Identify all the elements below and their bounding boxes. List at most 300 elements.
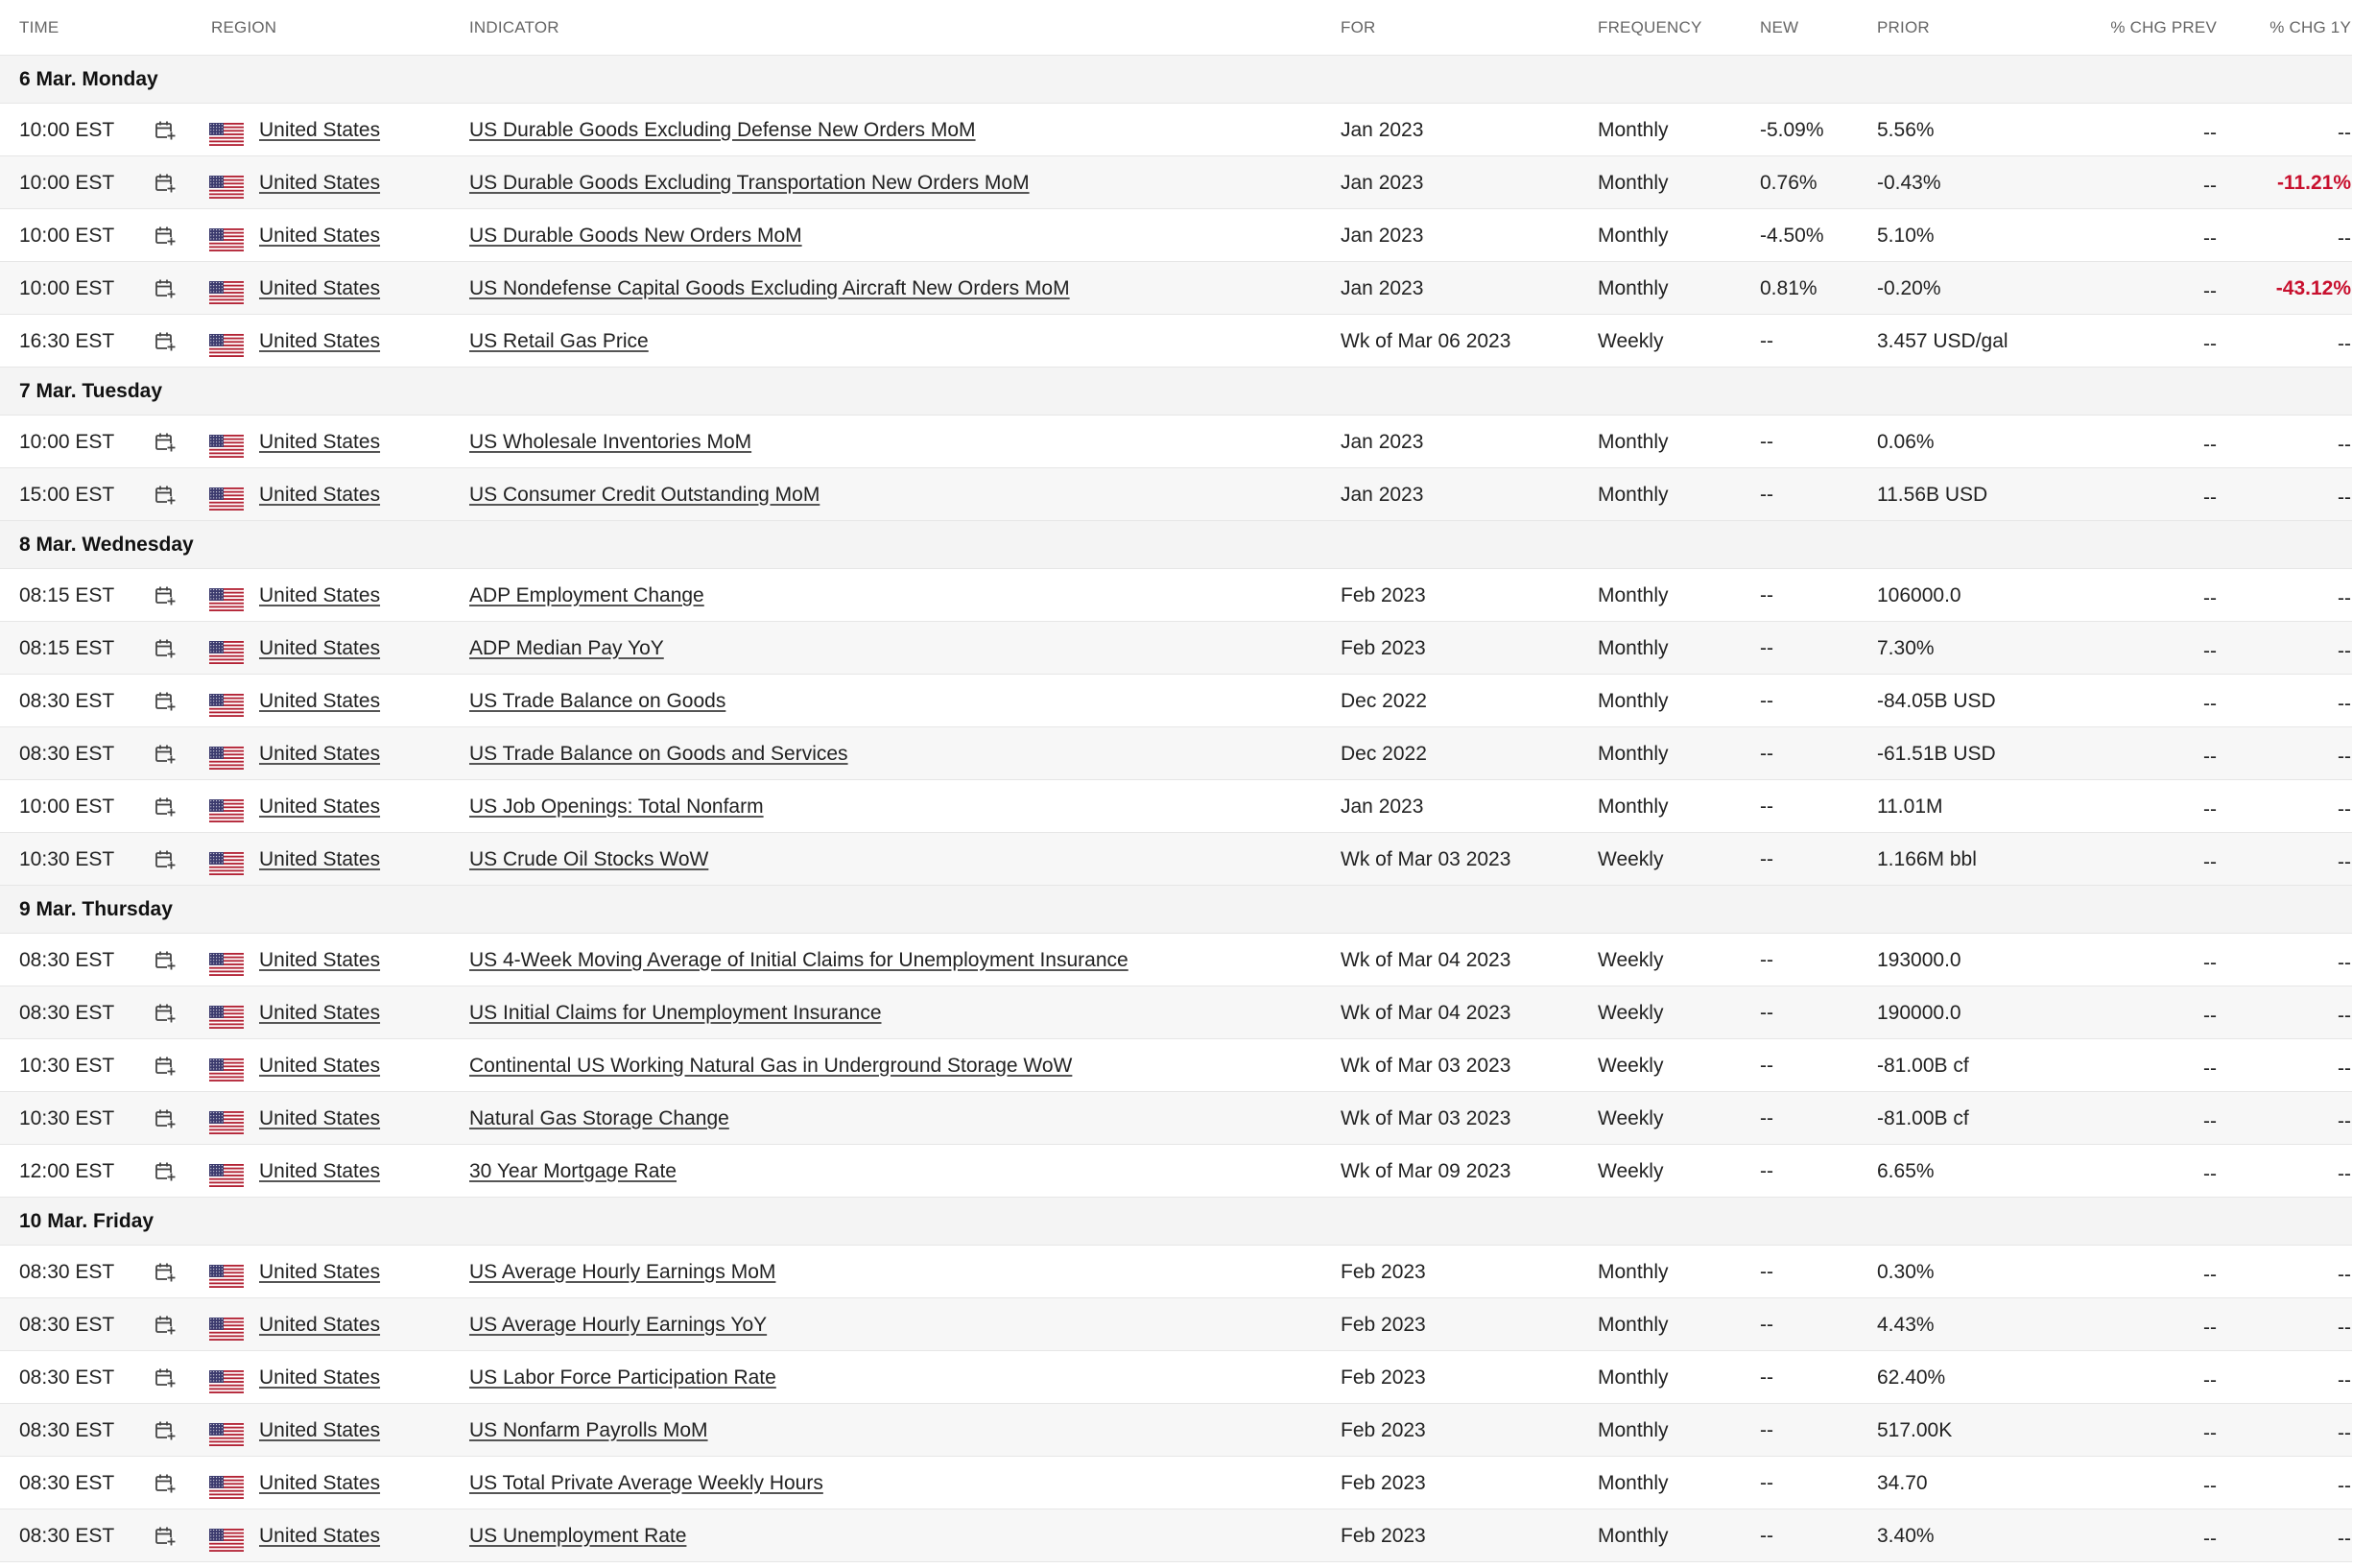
for-cell: Feb 2023 bbox=[1341, 1366, 1426, 1389]
indicator-link[interactable]: US Nonfarm Payrolls MoM bbox=[469, 1419, 708, 1441]
us-flag-icon bbox=[209, 334, 244, 357]
region-link[interactable]: United States bbox=[259, 743, 381, 765]
calendar-add-icon[interactable] bbox=[154, 1367, 176, 1389]
chg-prev-cell: -- bbox=[2203, 746, 2217, 768]
table-row[interactable] bbox=[0, 1039, 2352, 1092]
frequency-cell: Monthly bbox=[1598, 484, 1669, 506]
frequency-cell: Monthly bbox=[1598, 637, 1669, 659]
chg-prev-cell: -- bbox=[2203, 1528, 2217, 1550]
region-link[interactable]: United States bbox=[259, 484, 381, 506]
chg-1y-cell: -- bbox=[2338, 798, 2351, 820]
indicator-link[interactable]: US Unemployment Rate bbox=[469, 1525, 687, 1547]
table-row[interactable] bbox=[0, 986, 2352, 1039]
time-cell: 08:30 EST bbox=[19, 743, 115, 765]
region-link[interactable]: United States bbox=[259, 637, 381, 659]
new-value-cell: -- bbox=[1760, 1002, 1773, 1024]
chg-prev-cell: -- bbox=[2203, 1369, 2217, 1391]
time-cell: 08:30 EST bbox=[19, 1002, 115, 1024]
time-cell: 10:00 EST bbox=[19, 431, 115, 453]
indicator-link[interactable]: US Trade Balance on Goods and Services bbox=[469, 743, 848, 765]
indicator-link[interactable]: Continental US Working Natural Gas in Underground Storage WoW bbox=[469, 1055, 1073, 1077]
table-row[interactable] bbox=[0, 1145, 2352, 1198]
indicator-link[interactable]: US Durable Goods New Orders MoM bbox=[469, 225, 802, 247]
chg-1y-cell: -- bbox=[2338, 1163, 2351, 1185]
us-flag-icon bbox=[209, 588, 244, 611]
calendar-add-icon[interactable] bbox=[154, 1315, 176, 1336]
indicator-link[interactable]: US Total Private Average Weekly Hours bbox=[469, 1472, 823, 1494]
region-link[interactable]: United States bbox=[259, 584, 381, 606]
us-flag-icon bbox=[209, 641, 244, 664]
frequency-cell: Monthly bbox=[1598, 119, 1669, 141]
day-group-header bbox=[0, 886, 2352, 934]
calendar-add-icon[interactable] bbox=[154, 1526, 176, 1547]
table-row[interactable] bbox=[0, 1092, 2352, 1145]
chg-1y-cell: -- bbox=[2338, 227, 2351, 249]
header-frequency[interactable]: FREQUENCY bbox=[1598, 18, 1702, 36]
time-cell: 10:30 EST bbox=[19, 1055, 115, 1077]
table-row[interactable] bbox=[0, 104, 2352, 156]
day-label: 10 Mar. Friday bbox=[19, 1210, 154, 1232]
chg-prev-cell: -- bbox=[2203, 1422, 2217, 1444]
calendar-add-icon[interactable] bbox=[154, 849, 176, 870]
calendar-add-icon[interactable] bbox=[154, 585, 176, 606]
chg-prev-cell: -- bbox=[2203, 798, 2217, 820]
prior-value-cell: 1.166M bbl bbox=[1877, 848, 1977, 870]
frequency-cell: Monthly bbox=[1598, 1366, 1669, 1389]
chg-prev-cell: -- bbox=[2203, 333, 2217, 355]
for-cell: Feb 2023 bbox=[1341, 637, 1426, 659]
table-row[interactable] bbox=[0, 315, 2352, 368]
table-row[interactable] bbox=[0, 833, 2352, 886]
header-prior[interactable]: PRIOR bbox=[1877, 18, 1930, 36]
new-value-cell: -4.50% bbox=[1760, 225, 1824, 247]
prior-value-cell: 190000.0 bbox=[1877, 1002, 1961, 1024]
for-cell: Wk of Mar 04 2023 bbox=[1341, 1002, 1511, 1024]
frequency-cell: Monthly bbox=[1598, 1472, 1669, 1494]
for-cell: Jan 2023 bbox=[1341, 796, 1424, 818]
table-row[interactable] bbox=[0, 1246, 2352, 1298]
new-value-cell: -- bbox=[1760, 1472, 1773, 1494]
region-link[interactable]: United States bbox=[259, 1366, 381, 1389]
region-link[interactable]: United States bbox=[259, 431, 381, 453]
for-cell: Dec 2022 bbox=[1341, 743, 1427, 765]
prior-value-cell: -61.51B USD bbox=[1877, 743, 1996, 765]
header-chg-1y[interactable]: % CHG 1Y bbox=[2269, 18, 2351, 36]
chg-prev-cell: -- bbox=[2203, 1475, 2217, 1497]
indicator-link[interactable]: US Durable Goods Excluding Defense New Orders MoM bbox=[469, 119, 976, 141]
chg-prev-cell: -- bbox=[2203, 280, 2217, 302]
indicator-link[interactable]: US Average Hourly Earnings YoY bbox=[469, 1314, 768, 1336]
chg-1y-cell: -11.21% bbox=[2276, 172, 2351, 194]
chg-prev-cell: -- bbox=[2203, 487, 2217, 509]
time-cell: 08:15 EST bbox=[19, 584, 115, 606]
for-cell: Jan 2023 bbox=[1341, 119, 1424, 141]
chg-prev-cell: -- bbox=[2203, 122, 2217, 144]
calendar-add-icon[interactable] bbox=[154, 1056, 176, 1077]
time-cell: 08:30 EST bbox=[19, 1419, 115, 1441]
frequency-cell: Weekly bbox=[1598, 1055, 1664, 1077]
new-value-cell: -- bbox=[1760, 637, 1773, 659]
chg-prev-cell: -- bbox=[2203, 1005, 2217, 1027]
region-link[interactable]: United States bbox=[259, 949, 381, 971]
chg-1y-cell: -- bbox=[2338, 693, 2351, 715]
region-link[interactable]: United States bbox=[259, 796, 381, 818]
table-row[interactable] bbox=[0, 209, 2352, 262]
new-value-cell: 0.76% bbox=[1760, 172, 1818, 194]
prior-value-cell: 193000.0 bbox=[1877, 949, 1961, 971]
chg-1y-cell: -- bbox=[2338, 851, 2351, 873]
new-value-cell: -- bbox=[1760, 1366, 1773, 1389]
us-flag-icon bbox=[209, 953, 244, 976]
frequency-cell: Weekly bbox=[1598, 848, 1664, 870]
table-row[interactable] bbox=[0, 1457, 2352, 1509]
prior-value-cell: 34.70 bbox=[1877, 1472, 1928, 1494]
new-value-cell: -- bbox=[1760, 584, 1773, 606]
header-indicator[interactable]: INDICATOR bbox=[469, 18, 559, 36]
indicator-link[interactable]: US Durable Goods Excluding Transportation New Orders MoM bbox=[469, 172, 1030, 194]
indicator-link[interactable]: Natural Gas Storage Change bbox=[469, 1107, 729, 1129]
table-row[interactable] bbox=[0, 468, 2352, 521]
new-value-cell: -- bbox=[1760, 796, 1773, 818]
region-link[interactable]: United States bbox=[259, 277, 381, 299]
chg-prev-cell: -- bbox=[2203, 1264, 2217, 1286]
calendar-add-icon[interactable] bbox=[154, 1161, 176, 1182]
time-cell: 08:30 EST bbox=[19, 1525, 115, 1547]
table-row[interactable] bbox=[0, 675, 2352, 727]
prior-value-cell: 11.01M bbox=[1877, 796, 1943, 818]
chg-1y-cell: -- bbox=[2338, 1005, 2351, 1027]
calendar-add-icon[interactable] bbox=[154, 432, 176, 453]
chg-1y-cell: -- bbox=[2338, 122, 2351, 144]
region-link[interactable]: United States bbox=[259, 690, 381, 712]
frequency-cell: Weekly bbox=[1598, 330, 1664, 352]
prior-value-cell: 3.40% bbox=[1877, 1525, 1935, 1547]
chg-1y-cell: -- bbox=[2338, 587, 2351, 609]
calendar-add-icon[interactable] bbox=[154, 1003, 176, 1024]
time-cell: 10:30 EST bbox=[19, 1107, 115, 1129]
new-value-cell: -- bbox=[1760, 431, 1773, 453]
new-value-cell: 0.81% bbox=[1760, 277, 1818, 299]
us-flag-icon bbox=[209, 852, 244, 875]
indicator-link[interactable]: US Average Hourly Earnings MoM bbox=[469, 1261, 776, 1283]
us-flag-icon bbox=[209, 1006, 244, 1029]
chg-prev-cell: -- bbox=[2203, 434, 2217, 456]
chg-prev-cell: -- bbox=[2203, 1317, 2217, 1339]
chg-prev-cell: -- bbox=[2203, 175, 2217, 197]
frequency-cell: Monthly bbox=[1598, 225, 1669, 247]
new-value-cell: -- bbox=[1760, 848, 1773, 870]
chg-prev-cell: -- bbox=[2203, 851, 2217, 873]
frequency-cell: Monthly bbox=[1598, 172, 1669, 194]
us-flag-icon bbox=[209, 1058, 244, 1081]
day-label: 7 Mar. Tuesday bbox=[19, 380, 163, 402]
chg-1y-cell: -- bbox=[2338, 1057, 2351, 1080]
chg-1y-cell: -- bbox=[2338, 746, 2351, 768]
for-cell: Jan 2023 bbox=[1341, 277, 1424, 299]
indicator-link[interactable]: US Wholesale Inventories MoM bbox=[469, 431, 752, 453]
chg-prev-cell: -- bbox=[2203, 693, 2217, 715]
indicator-link[interactable]: US 4-Week Moving Average of Initial Claims for Unemployment Insurance bbox=[469, 949, 1129, 971]
calendar-add-icon[interactable] bbox=[154, 1420, 176, 1441]
calendar-add-icon[interactable] bbox=[154, 1262, 176, 1283]
region-link[interactable]: United States bbox=[259, 172, 381, 194]
region-link[interactable]: United States bbox=[259, 1314, 381, 1336]
time-cell: 10:30 EST bbox=[19, 848, 115, 870]
chg-1y-cell: -- bbox=[2338, 487, 2351, 509]
region-link[interactable]: United States bbox=[259, 1107, 381, 1129]
day-group-header bbox=[0, 1198, 2352, 1246]
time-cell: 16:30 EST bbox=[19, 330, 115, 352]
prior-value-cell: 106000.0 bbox=[1877, 584, 1961, 606]
day-group-header bbox=[0, 521, 2352, 569]
calendar-add-icon[interactable] bbox=[154, 485, 176, 506]
calendar-add-icon[interactable] bbox=[154, 1473, 176, 1494]
time-cell: 12:00 EST bbox=[19, 1160, 115, 1182]
frequency-cell: Weekly bbox=[1598, 1002, 1664, 1024]
chg-prev-cell: -- bbox=[2203, 1057, 2217, 1080]
indicator-link[interactable]: US Nondefense Capital Goods Excluding Aircraft New Orders MoM bbox=[469, 277, 1070, 299]
indicator-link[interactable]: ADP Employment Change bbox=[469, 584, 704, 606]
frequency-cell: Monthly bbox=[1598, 431, 1669, 453]
table-row[interactable] bbox=[0, 569, 2352, 622]
for-cell: Wk of Mar 03 2023 bbox=[1341, 1107, 1511, 1129]
table-row[interactable] bbox=[0, 1509, 2352, 1562]
day-group-header bbox=[0, 56, 2352, 104]
time-cell: 10:00 EST bbox=[19, 119, 115, 141]
prior-value-cell: 62.40% bbox=[1877, 1366, 1946, 1389]
for-cell: Feb 2023 bbox=[1341, 584, 1426, 606]
chg-1y-cell: -- bbox=[2338, 434, 2351, 456]
region-link[interactable]: United States bbox=[259, 1261, 381, 1283]
for-cell: Wk of Mar 03 2023 bbox=[1341, 1055, 1511, 1077]
us-flag-icon bbox=[209, 123, 244, 146]
region-link[interactable]: United States bbox=[259, 1002, 381, 1024]
new-value-cell: -5.09% bbox=[1760, 119, 1824, 141]
time-cell: 15:00 EST bbox=[19, 484, 115, 506]
prior-value-cell: 0.30% bbox=[1877, 1261, 1935, 1283]
chg-1y-cell: -- bbox=[2338, 952, 2351, 974]
day-label: 6 Mar. Monday bbox=[19, 68, 158, 90]
frequency-cell: Monthly bbox=[1598, 1314, 1669, 1336]
prior-value-cell: -81.00B cf bbox=[1877, 1107, 1969, 1129]
region-link[interactable]: United States bbox=[259, 1055, 381, 1077]
for-cell: Feb 2023 bbox=[1341, 1525, 1426, 1547]
new-value-cell: -- bbox=[1760, 1261, 1773, 1283]
time-cell: 08:30 EST bbox=[19, 1366, 115, 1389]
table-row[interactable] bbox=[0, 780, 2352, 833]
us-flag-icon bbox=[209, 176, 244, 199]
prior-value-cell: 4.43% bbox=[1877, 1314, 1935, 1336]
frequency-cell: Monthly bbox=[1598, 584, 1669, 606]
chg-prev-cell: -- bbox=[2203, 587, 2217, 609]
us-flag-icon bbox=[209, 1164, 244, 1187]
calendar-add-icon[interactable] bbox=[154, 173, 176, 194]
day-label: 8 Mar. Wednesday bbox=[19, 534, 194, 556]
table-row[interactable] bbox=[0, 1404, 2352, 1457]
calendar-add-icon[interactable] bbox=[154, 691, 176, 712]
prior-value-cell: 5.56% bbox=[1877, 119, 1935, 141]
prior-value-cell: 5.10% bbox=[1877, 225, 1935, 247]
chg-prev-cell: -- bbox=[2203, 640, 2217, 662]
chg-1y-cell: -- bbox=[2338, 333, 2351, 355]
frequency-cell: Weekly bbox=[1598, 949, 1664, 971]
indicator-link[interactable]: US Initial Claims for Unemployment Insurance bbox=[469, 1002, 882, 1024]
for-cell: Dec 2022 bbox=[1341, 690, 1427, 712]
region-link[interactable]: United States bbox=[259, 119, 381, 141]
frequency-cell: Monthly bbox=[1598, 690, 1669, 712]
for-cell: Jan 2023 bbox=[1341, 431, 1424, 453]
day-group-header bbox=[0, 368, 2352, 416]
us-flag-icon bbox=[209, 1265, 244, 1288]
frequency-cell: Monthly bbox=[1598, 277, 1669, 299]
us-flag-icon bbox=[209, 487, 244, 511]
us-flag-icon bbox=[209, 747, 244, 770]
new-value-cell: -- bbox=[1760, 1525, 1773, 1547]
indicator-link[interactable]: US Consumer Credit Outstanding MoM bbox=[469, 484, 820, 506]
prior-value-cell: -0.20% bbox=[1877, 277, 1941, 299]
us-flag-icon bbox=[209, 281, 244, 304]
time-cell: 10:00 EST bbox=[19, 277, 115, 299]
calendar-add-icon[interactable] bbox=[154, 744, 176, 765]
chg-1y-cell: -- bbox=[2338, 1317, 2351, 1339]
new-value-cell: -- bbox=[1760, 484, 1773, 506]
chg-1y-cell: -- bbox=[2338, 1369, 2351, 1391]
chg-1y-cell: -- bbox=[2338, 1110, 2351, 1132]
table-row[interactable] bbox=[0, 1298, 2352, 1351]
new-value-cell: -- bbox=[1760, 1314, 1773, 1336]
for-cell: Feb 2023 bbox=[1341, 1472, 1426, 1494]
new-value-cell: -- bbox=[1760, 1160, 1773, 1182]
time-cell: 10:00 EST bbox=[19, 172, 115, 194]
time-cell: 08:15 EST bbox=[19, 637, 115, 659]
frequency-cell: Monthly bbox=[1598, 796, 1669, 818]
chg-prev-cell: -- bbox=[2203, 952, 2217, 974]
us-flag-icon bbox=[209, 228, 244, 251]
calendar-add-icon[interactable] bbox=[154, 796, 176, 818]
region-link[interactable]: United States bbox=[259, 1525, 381, 1547]
day-label: 9 Mar. Thursday bbox=[19, 898, 173, 920]
for-cell: Wk of Mar 03 2023 bbox=[1341, 848, 1511, 870]
prior-value-cell: 11.56B USD bbox=[1877, 484, 1988, 506]
chg-1y-cell: -43.12% bbox=[2275, 277, 2351, 299]
table-row[interactable] bbox=[0, 156, 2352, 209]
for-cell: Feb 2023 bbox=[1341, 1419, 1426, 1441]
table-row[interactable] bbox=[0, 1351, 2352, 1404]
for-cell: Wk of Mar 09 2023 bbox=[1341, 1160, 1511, 1182]
prior-value-cell: 0.06% bbox=[1877, 431, 1935, 453]
calendar-add-icon[interactable] bbox=[154, 331, 176, 352]
for-cell: Jan 2023 bbox=[1341, 172, 1424, 194]
header-chg-prev[interactable]: % CHG PREV bbox=[2110, 18, 2217, 36]
indicator-link[interactable]: US Retail Gas Price bbox=[469, 330, 649, 352]
region-link[interactable]: United States bbox=[259, 848, 381, 870]
indicator-link[interactable]: US Trade Balance on Goods bbox=[469, 690, 726, 712]
chg-1y-cell: -- bbox=[2338, 1422, 2351, 1444]
calendar-add-icon[interactable] bbox=[154, 226, 176, 247]
frequency-cell: Weekly bbox=[1598, 1107, 1664, 1129]
table-header bbox=[0, 0, 2352, 56]
time-cell: 08:30 EST bbox=[19, 949, 115, 971]
indicator-link[interactable]: US Crude Oil Stocks WoW bbox=[469, 848, 709, 870]
new-value-cell: -- bbox=[1760, 743, 1773, 765]
calendar-add-icon[interactable] bbox=[154, 638, 176, 659]
new-value-cell: -- bbox=[1760, 1055, 1773, 1077]
header-for[interactable]: FOR bbox=[1341, 18, 1376, 36]
prior-value-cell: -84.05B USD bbox=[1877, 690, 1996, 712]
us-flag-icon bbox=[209, 1476, 244, 1499]
indicator-link[interactable]: US Job Openings: Total Nonfarm bbox=[469, 796, 764, 818]
time-cell: 10:00 EST bbox=[19, 225, 115, 247]
for-cell: Jan 2023 bbox=[1341, 225, 1424, 247]
new-value-cell: -- bbox=[1760, 330, 1773, 352]
table-row[interactable] bbox=[0, 934, 2352, 986]
for-cell: Feb 2023 bbox=[1341, 1261, 1426, 1283]
region-link[interactable]: United States bbox=[259, 225, 381, 247]
for-cell: Feb 2023 bbox=[1341, 1314, 1426, 1336]
frequency-cell: Monthly bbox=[1598, 1261, 1669, 1283]
header-region[interactable]: REGION bbox=[211, 18, 277, 36]
calendar-add-icon[interactable] bbox=[154, 120, 176, 141]
indicator-link[interactable]: 30 Year Mortgage Rate bbox=[469, 1160, 677, 1182]
chg-prev-cell: -- bbox=[2203, 1163, 2217, 1185]
chg-1y-cell: -- bbox=[2338, 1528, 2351, 1550]
region-link[interactable]: United States bbox=[259, 330, 381, 352]
table-row[interactable] bbox=[0, 622, 2352, 675]
chg-1y-cell: -- bbox=[2338, 1264, 2351, 1286]
us-flag-icon bbox=[209, 1529, 244, 1552]
us-flag-icon bbox=[209, 799, 244, 822]
calendar-add-icon[interactable] bbox=[154, 278, 176, 299]
frequency-cell: Weekly bbox=[1598, 1160, 1664, 1182]
chg-prev-cell: -- bbox=[2203, 1110, 2217, 1132]
prior-value-cell: 517.00K bbox=[1877, 1419, 1953, 1441]
us-flag-icon bbox=[209, 1370, 244, 1393]
table-row[interactable] bbox=[0, 727, 2352, 780]
us-flag-icon bbox=[209, 1423, 244, 1446]
prior-value-cell: -81.00B cf bbox=[1877, 1055, 1969, 1077]
table-row[interactable] bbox=[0, 262, 2352, 315]
region-link[interactable]: United States bbox=[259, 1472, 381, 1494]
us-flag-icon bbox=[209, 1318, 244, 1341]
indicator-link[interactable]: ADP Median Pay YoY bbox=[469, 637, 664, 659]
chg-prev-cell: -- bbox=[2203, 227, 2217, 249]
chg-1y-cell: -- bbox=[2338, 1475, 2351, 1497]
new-value-cell: -- bbox=[1760, 949, 1773, 971]
frequency-cell: Monthly bbox=[1598, 1419, 1669, 1441]
indicator-link[interactable]: US Labor Force Participation Rate bbox=[469, 1366, 776, 1389]
us-flag-icon bbox=[209, 1111, 244, 1134]
prior-value-cell: 3.457 USD/gal bbox=[1877, 330, 2008, 352]
header-new[interactable]: NEW bbox=[1760, 18, 1799, 36]
us-flag-icon bbox=[209, 435, 244, 458]
new-value-cell: -- bbox=[1760, 1419, 1773, 1441]
header-time[interactable]: TIME bbox=[19, 18, 59, 36]
for-cell: Wk of Mar 04 2023 bbox=[1341, 949, 1511, 971]
region-link[interactable]: United States bbox=[259, 1419, 381, 1441]
table-row[interactable] bbox=[0, 416, 2352, 468]
prior-value-cell: -0.43% bbox=[1877, 172, 1941, 194]
chg-1y-cell: -- bbox=[2338, 640, 2351, 662]
us-flag-icon bbox=[209, 694, 244, 717]
time-cell: 08:30 EST bbox=[19, 1314, 115, 1336]
new-value-cell: -- bbox=[1760, 690, 1773, 712]
new-value-cell: -- bbox=[1760, 1107, 1773, 1129]
calendar-add-icon[interactable] bbox=[154, 1108, 176, 1129]
time-cell: 10:00 EST bbox=[19, 796, 115, 818]
region-link[interactable]: United States bbox=[259, 1160, 381, 1182]
calendar-add-icon[interactable] bbox=[154, 950, 176, 971]
time-cell: 08:30 EST bbox=[19, 1472, 115, 1494]
